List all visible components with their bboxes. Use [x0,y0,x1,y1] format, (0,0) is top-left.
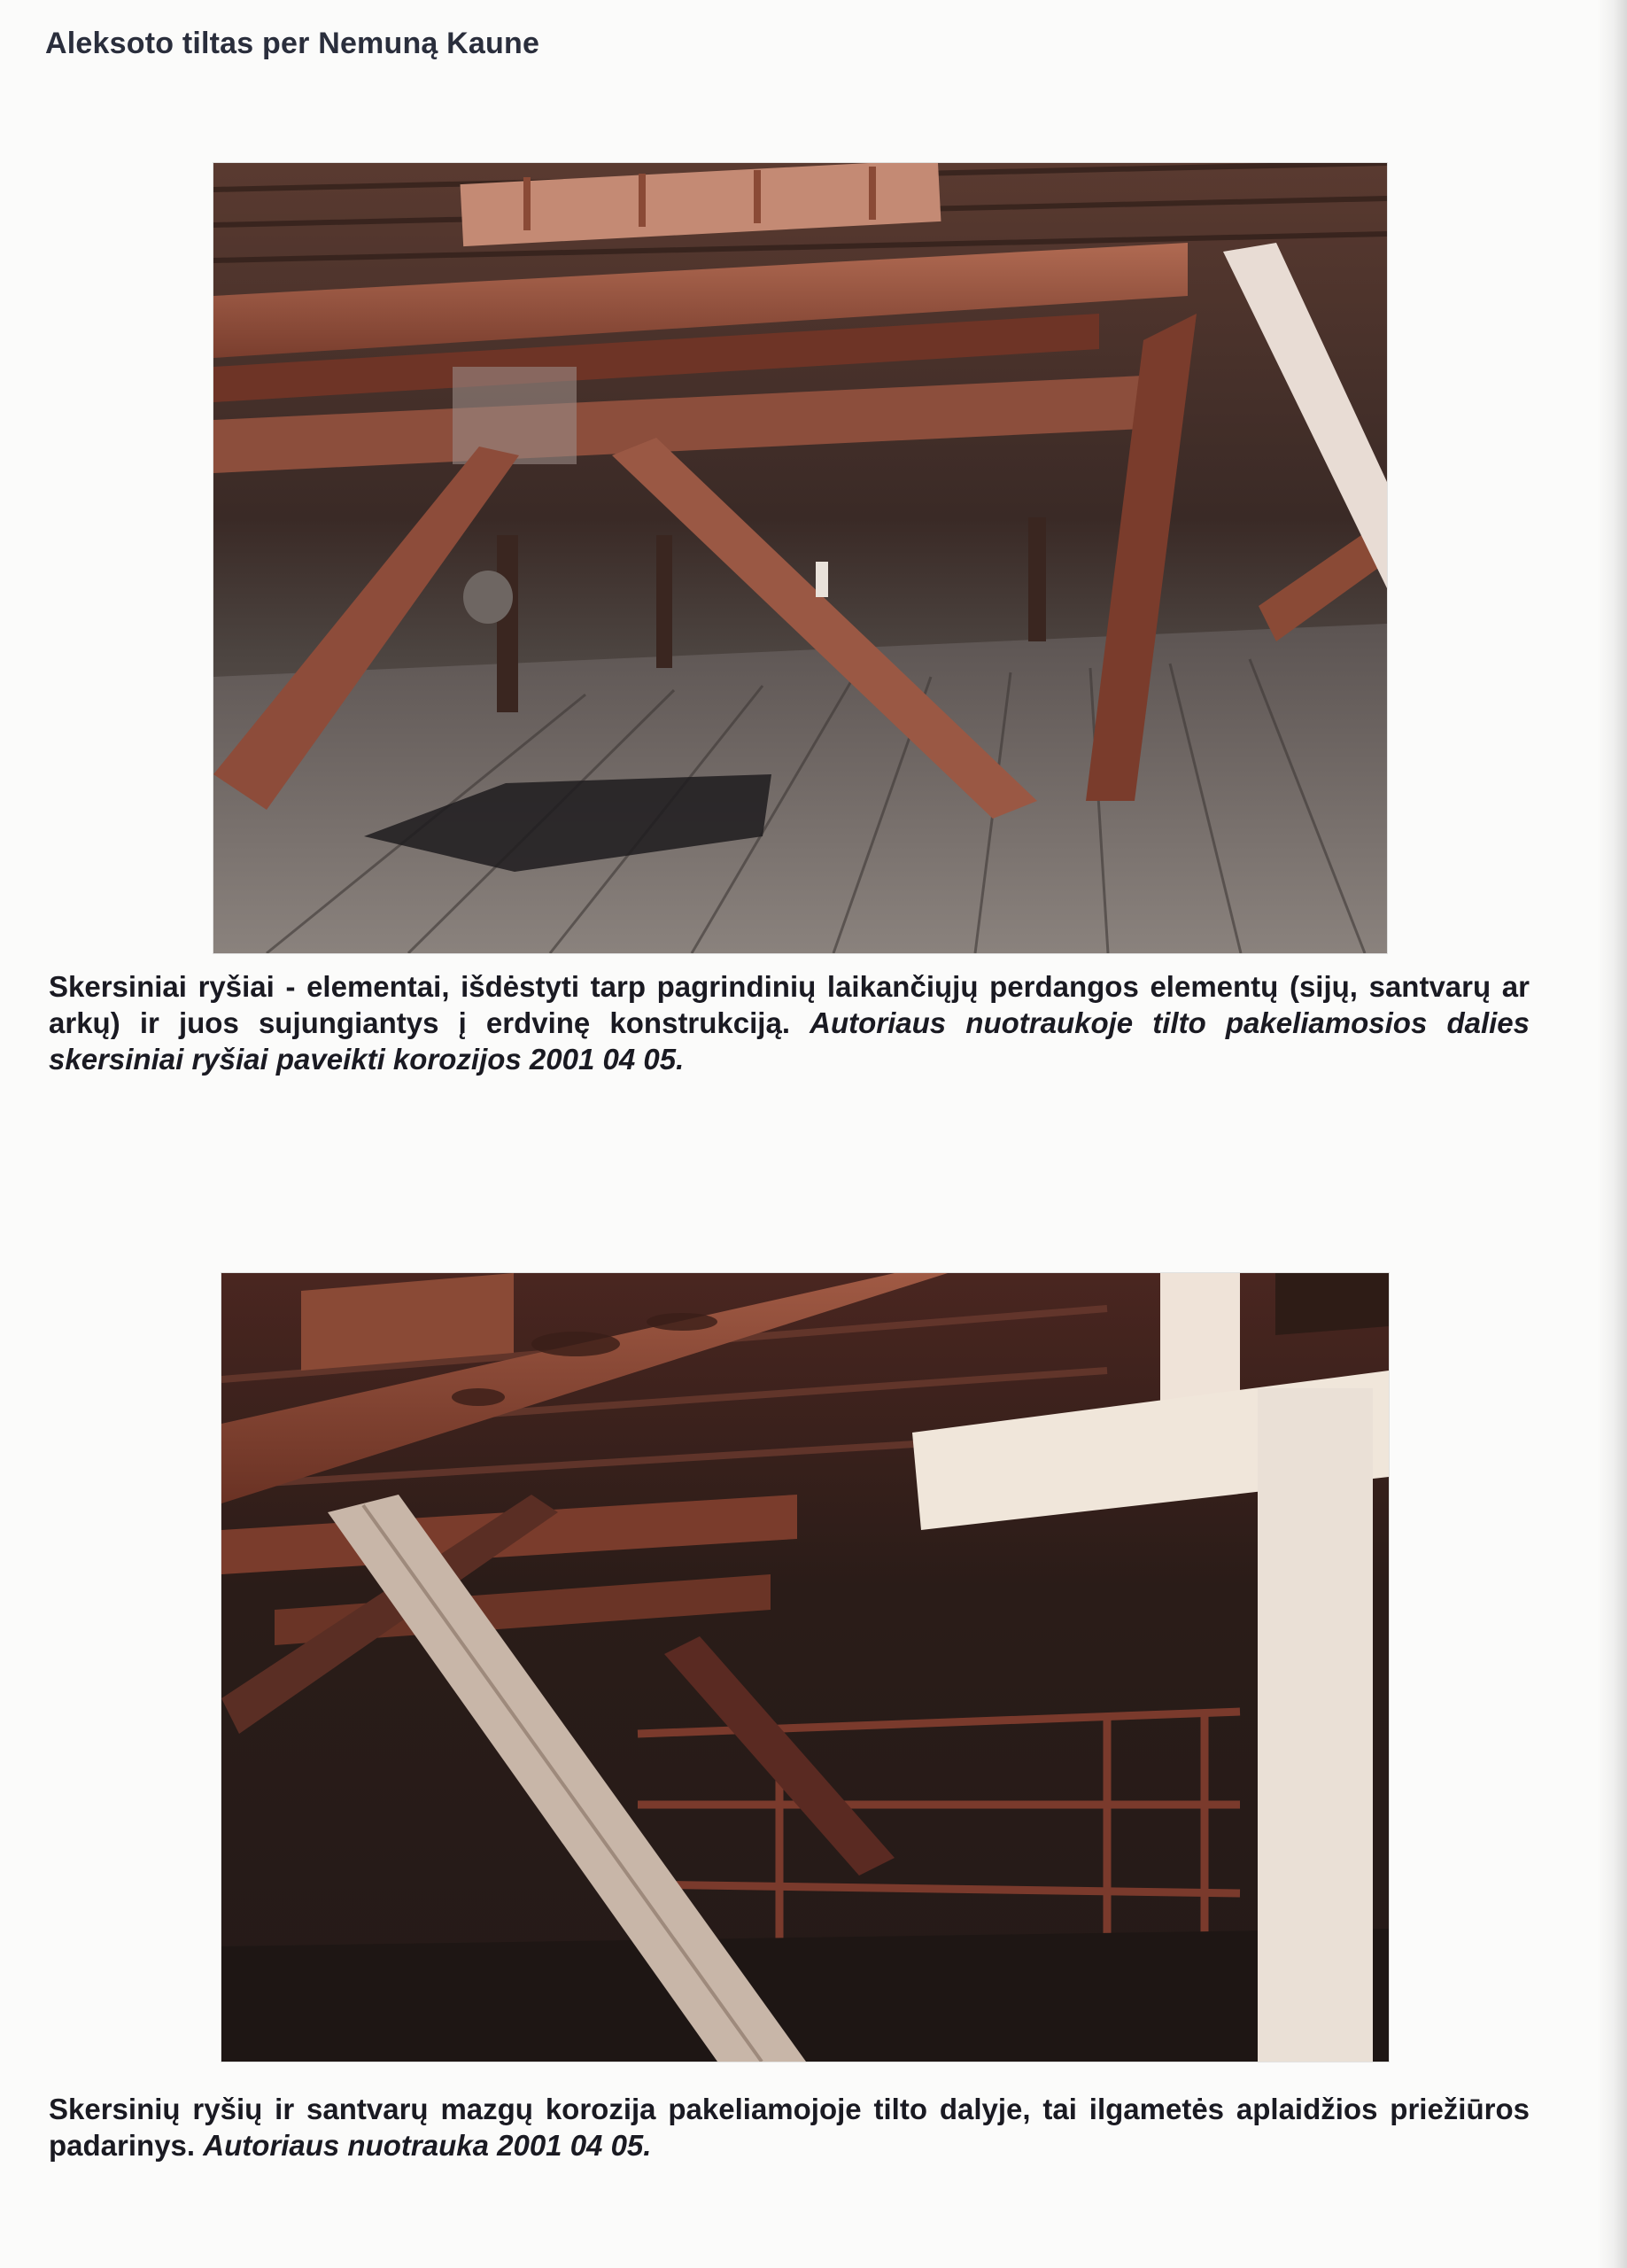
photo-2-caption-italic: Autoriaus nuotrauka 2001 04 05. [203,2129,652,2162]
photo-truss-nodes-image [221,1273,1389,2062]
photo-2-caption-regular: Skersinių ryšių ir santvarų mazgų korozija pakeliamojoje tilto dalyje, tai ilgametės aplaidžios priežiūros padarinys. [49,2093,1530,2162]
photo-2-caption [49,2091,1530,2163]
scan-edge-shadow [1597,0,1627,2268]
page-title: Aleksoto tiltas per Nemuną Kaune [45,27,540,60]
photo-truss-nodes [221,1273,1389,2062]
photo-cross-bracing [213,163,1387,953]
photo-1-caption-italic: Autoriaus nuotraukoje tilto pakeliamosios dalies skersiniai ryšiai paveikti korozijos 2001 04 05. [49,1006,1530,1076]
photo-cross-bracing-image [213,163,1387,953]
photo-1-caption [49,968,1530,1077]
photo-1-caption-regular: Skersiniai ryšiai - elementai, išdėstyti tarp pagrindinių laikančiųjų perdangos elementų (sijų, santvarų ar arkų) ir juos sujungiantys į erdvinę konstrukciją. [49,970,1530,1039]
